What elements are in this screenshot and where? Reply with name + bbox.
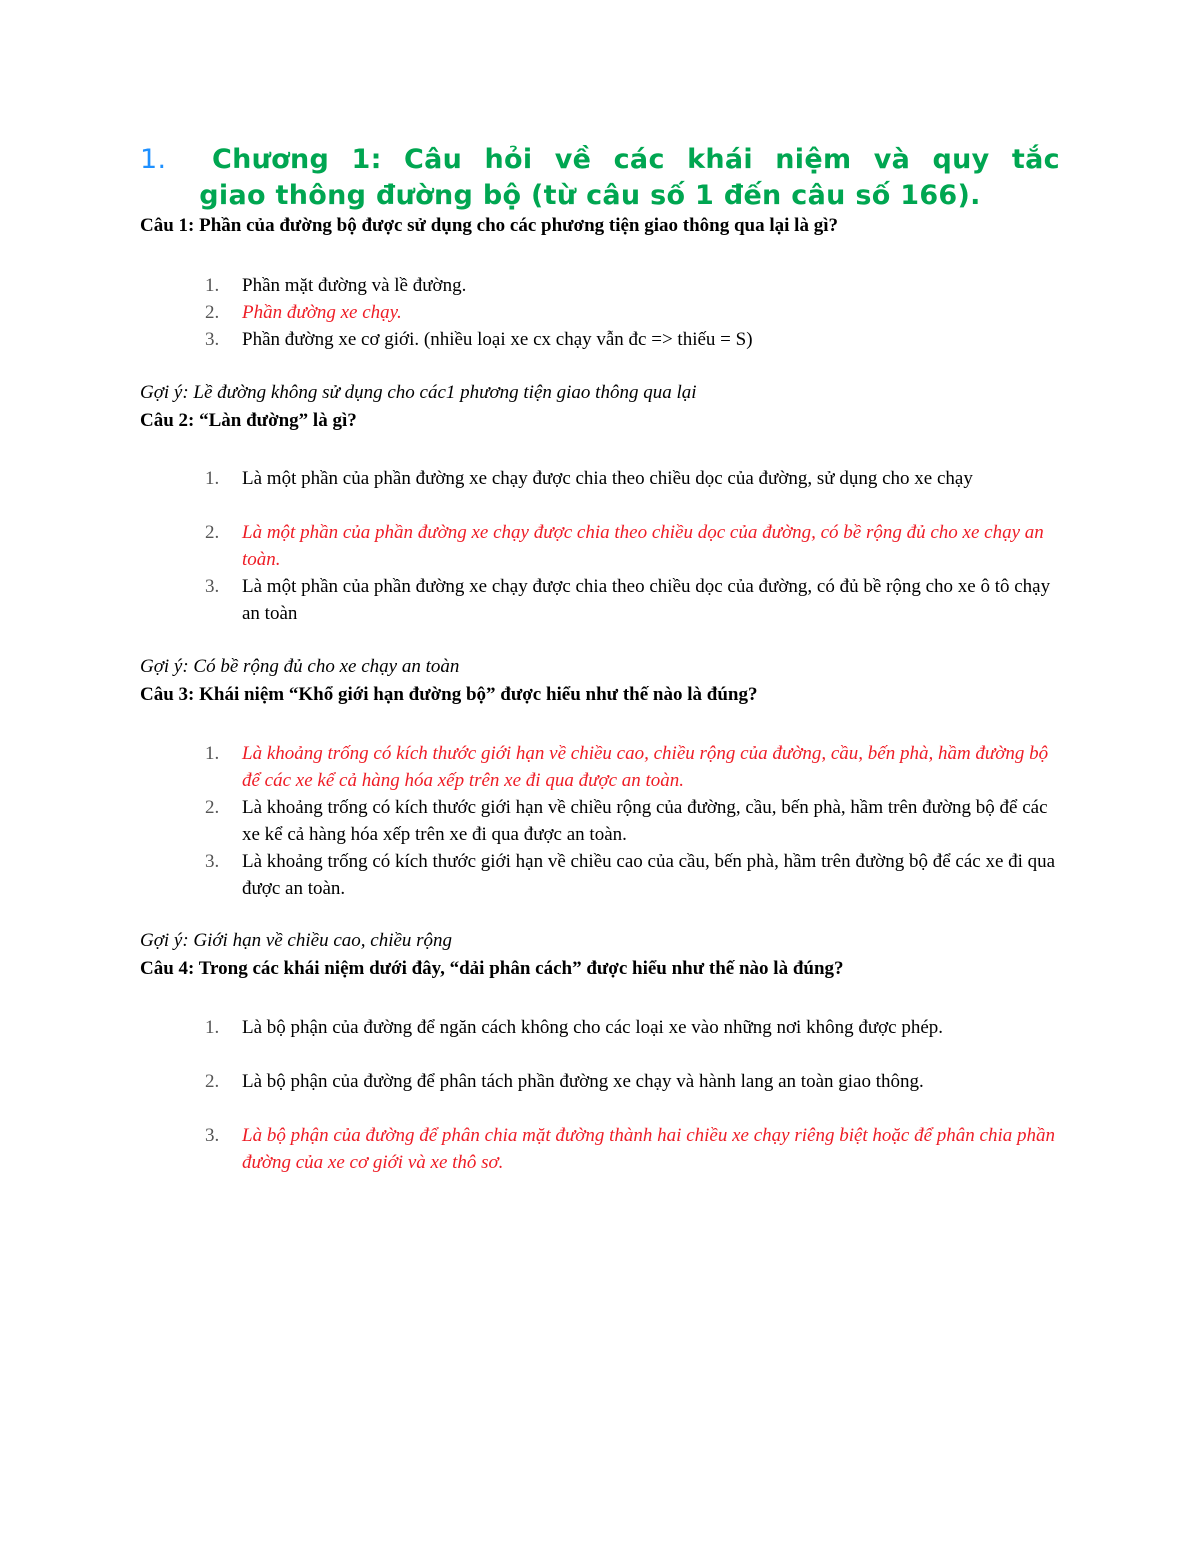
answer-number: 1. <box>205 468 220 489</box>
q2-answer-1 <box>205 465 1065 492</box>
answer-number: 2. <box>205 522 220 543</box>
answer-text: Là bộ phận của đường để ngăn cách không cho các loại xe vào những nơi không được phép. <box>242 1017 944 1038</box>
answer-text: Là một phần của phần đường xe chạy được chia theo chiều dọc của đường, sử dụng cho xe chạy <box>242 468 973 489</box>
answer-text: Là bộ phận của đường để phân tách phần đường xe chạy và hành lang an toàn giao thông. <box>242 1071 924 1092</box>
heading-word: khái <box>687 144 753 175</box>
heading-word: 1: <box>351 144 382 175</box>
chapter-heading-line2: giao thông đường bộ (từ câu số 1 đến câu số 166). <box>199 180 981 211</box>
question-2-label: Câu 2: “Làn đường” là gì? <box>140 410 357 431</box>
answer-number: 3. <box>205 851 220 872</box>
answer-number: 1. <box>205 743 220 764</box>
heading-word: và <box>873 144 911 175</box>
q1-answer-3 <box>205 326 1065 353</box>
question-1-label: Câu 1: Phần của đường bộ được sử dụng cho các phương tiện giao thông qua lại là gì? <box>140 215 838 236</box>
answer-text: Là khoảng trống có kích thước giới hạn về chiều rộng của đường, cầu, bến phà, hầm trên đường bộ để các xe kể cả hàng hóa xếp trên xe đi qua được an toàn. <box>242 797 1048 845</box>
q4-answer-2 <box>205 1068 1065 1095</box>
q1-answer-2-correct <box>205 299 1065 326</box>
answer-text: Phần đường xe cơ giới. (nhiều loại xe cx chạy vẫn đc => thiếu = S) <box>242 329 753 350</box>
question-3-label: Câu 3: Khái niệm “Khổ giới hạn đường bộ” được hiểu như thế nào là đúng? <box>140 684 758 705</box>
answer-text: Là khoảng trống có kích thước giới hạn về chiều cao của cầu, bến phà, hầm trên đường bộ để các xe đi qua được an toàn. <box>242 851 1056 899</box>
q4-answer-1 <box>205 1014 1065 1041</box>
q3-answer-2 <box>205 794 1065 848</box>
chapter-number: 1. <box>140 144 167 175</box>
answer-number: 2. <box>205 797 220 818</box>
heading-word: Chương <box>212 144 330 175</box>
heading-word: các <box>613 144 665 175</box>
q1-hint: Gợi ý: Lề đường không sử dụng cho các1 phương tiện giao thông qua lại <box>140 382 697 403</box>
q2-answer-3 <box>205 573 1065 627</box>
answer-number: 1. <box>205 275 220 296</box>
answer-number: 3. <box>205 329 220 350</box>
answer-number: 3. <box>205 576 220 597</box>
q4-answer-3-correct <box>205 1122 1065 1176</box>
question-4-label: Câu 4: Trong các khái niệm dưới đây, “dải phân cách” được hiểu như thế nào là đúng? <box>140 958 844 979</box>
answer-text: Phần đường xe chạy. <box>242 302 402 323</box>
answer-text: Là khoảng trống có kích thước giới hạn về chiều cao, chiều rộng của đường, cầu, bến phà, hầm đường bộ để các xe kể cả hàng hóa xếp trên xe đi qua được an toàn. <box>242 743 1049 791</box>
q2-hint: Gợi ý: Có bề rộng đủ cho xe chạy an toàn <box>140 656 460 677</box>
heading-word: Câu <box>404 144 463 175</box>
answer-text: Phần mặt đường và lề đường. <box>242 275 467 296</box>
q1-answer-1 <box>205 272 1065 299</box>
heading-word: quy <box>932 144 990 175</box>
chapter-heading <box>140 142 1060 214</box>
answer-text: Là một phần của phần đường xe chạy được chia theo chiều dọc của đường, có bề rộng đủ cho xe chạy an toàn. <box>242 522 1044 570</box>
answer-text: Là một phần của phần đường xe chạy được chia theo chiều dọc của đường, có đủ bề rộng cho xe ô tô chạy an toàn <box>242 576 1051 624</box>
answer-number: 2. <box>205 302 220 323</box>
answer-text: Là bộ phận của đường để phân chia mặt đường thành hai chiều xe chạy riêng biệt hoặc để phân chia phần đường của xe cơ giới và xe thô sơ. <box>242 1125 1056 1173</box>
answer-number: 2. <box>205 1071 220 1092</box>
heading-word: niệm <box>775 144 852 175</box>
q3-hint: Gợi ý: Giới hạn về chiều cao, chiều rộng <box>140 930 453 951</box>
answer-number: 1. <box>205 1017 220 1038</box>
chapter-heading-words <box>212 142 1060 178</box>
q3-answer-3 <box>205 848 1065 902</box>
chapter-heading-line1 <box>140 142 1060 178</box>
q2-answer-2-correct <box>205 519 1065 573</box>
heading-word: về <box>554 144 592 175</box>
q3-answer-1-correct <box>205 740 1065 794</box>
heading-word: tắc <box>1011 144 1060 175</box>
heading-word: hỏi <box>484 144 533 175</box>
answer-number: 3. <box>205 1125 220 1146</box>
